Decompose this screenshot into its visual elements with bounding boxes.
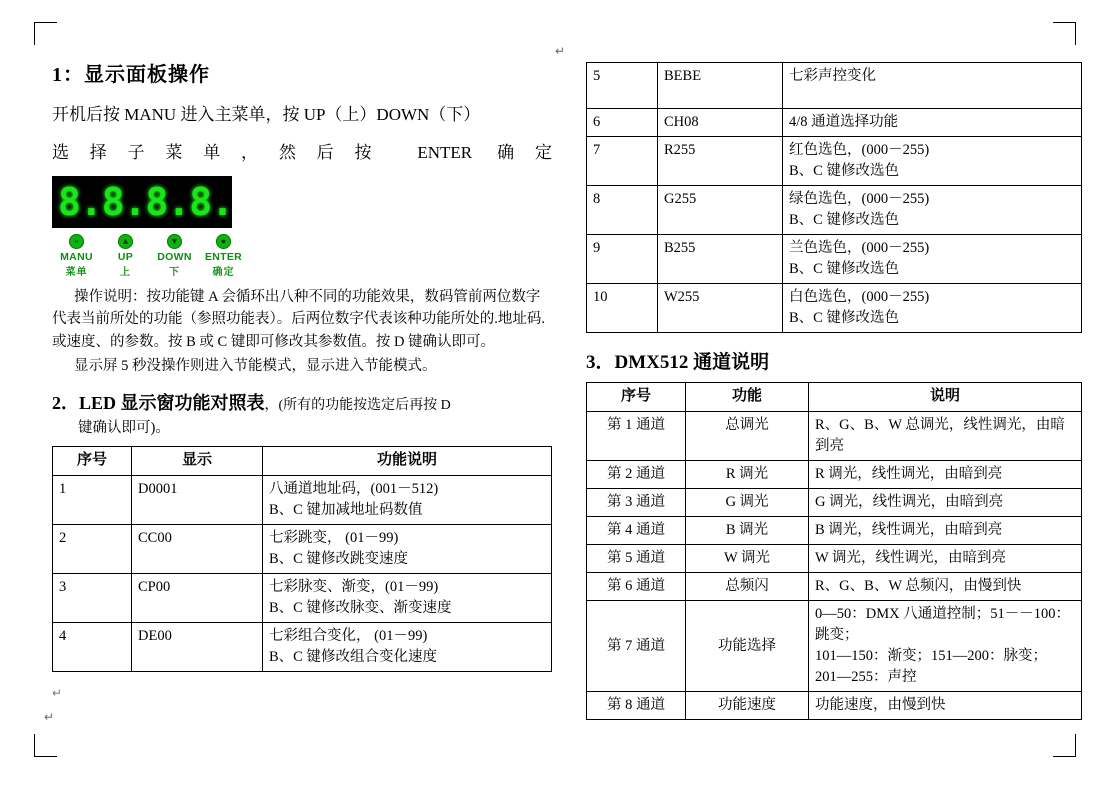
cell-no: 6: [587, 109, 658, 137]
enter-label-cn: 确定: [212, 266, 235, 278]
cell-desc-line: B、C 键修改组合变化速度: [269, 648, 437, 665]
section-1-paragraph-1: 开机后按 MANU 进入主菜单，按 UP（上）DOWN（下）: [52, 105, 481, 124]
cell-desc: W 调光，线性调光，由暗到亮: [809, 544, 1082, 572]
crop-mark-bottom-right: [1053, 734, 1076, 757]
cell-desc: [263, 622, 552, 671]
col-header-no: 序号: [587, 383, 686, 412]
table-row: [587, 137, 1082, 186]
cell-desc-line: 白色选色，(000－255): [789, 289, 930, 306]
section-1-note-1: 操作说明：按功能键 A 会循环出八种不同的功能效果，数码管前两位数字代表当前所处的功能（参照功能表）。后两位数字代表该种功能所处的.地址码.或速度、的参数。按 B 或 C 键即可修改其参数值。按 D 键确认即可。: [52, 288, 545, 350]
col-header-function: 功能: [686, 383, 809, 412]
table-row: [587, 460, 1082, 488]
cell-channel: 第 5 通道: [587, 544, 686, 572]
table-row: [587, 573, 1082, 601]
led-function-table-continued: [586, 62, 1082, 333]
cell-desc: [809, 601, 1082, 692]
cell-no: 10: [587, 284, 658, 333]
table-row: [587, 544, 1082, 572]
paragraph-mark: ↵: [52, 685, 63, 700]
section-2-heading: [52, 389, 552, 415]
cell-display: R255: [658, 137, 783, 186]
cell-display: CC00: [132, 524, 263, 573]
dmx512-channel-table: [586, 382, 1082, 720]
cell-display: G255: [658, 186, 783, 235]
manu-button-icon: [69, 234, 84, 249]
cell-function: B 调光: [686, 516, 809, 544]
panel-button-row: [52, 234, 248, 278]
cell-desc: R、G、B、W 总频闪，由慢到快: [809, 573, 1082, 601]
col-header-desc: 功能说明: [263, 446, 552, 475]
section-1-paragraph-2: 选择子菜单，然后按 ENTER 确定: [52, 143, 552, 163]
left-column: [52, 58, 552, 701]
cell-desc-line: B、C 键修改选色: [789, 310, 899, 327]
right-column: [586, 58, 1082, 720]
cell-desc: [783, 109, 1082, 137]
cell-desc: [783, 235, 1082, 284]
cell-desc-line: 七彩跳变， (01－99): [269, 529, 399, 546]
cell-desc-line: 201—255：声控: [815, 669, 917, 686]
cell-desc: [783, 63, 1082, 109]
cell-no: 7: [587, 137, 658, 186]
table-row: [587, 411, 1082, 460]
manu-glyph: »: [74, 235, 79, 246]
cell-no: 4: [53, 622, 132, 671]
led-digit-2: 8.: [101, 179, 146, 224]
cell-desc: R、G、B、W 总调光，线性调光，由暗到亮: [809, 411, 1082, 460]
cell-function: 功能速度: [686, 692, 809, 720]
cell-desc-line: 八通道地址码，(001－512): [269, 480, 439, 497]
col-header-display: 显示: [132, 446, 263, 475]
cell-desc-line: B、C 键修改选色: [789, 212, 899, 229]
cell-display: D0001: [132, 475, 263, 524]
table-row: [53, 622, 552, 671]
crop-mark-bottom-left: [34, 734, 57, 757]
cell-no: 1: [53, 475, 132, 524]
cell-channel: 第 3 通道: [587, 488, 686, 516]
section-1-note-2: 显示屏 5 秒没操作则进入节能模式，显示进入节能模式。: [74, 358, 437, 374]
cell-desc-line: 红色选色，(000－255): [789, 142, 930, 159]
cell-channel: 第 6 通道: [587, 573, 686, 601]
cell-display: CP00: [132, 573, 263, 622]
up-glyph: ▲: [121, 235, 130, 246]
table-row: [587, 186, 1082, 235]
cell-desc: R 调光，线性调光，由暗到亮: [809, 460, 1082, 488]
cell-no: 9: [587, 235, 658, 284]
cell-display: DE00: [132, 622, 263, 671]
cell-desc-line: 七彩脉变、渐变，(01－99): [269, 578, 439, 595]
cell-desc-line: B、C 键修改选色: [789, 163, 899, 180]
cell-function: W 调光: [686, 544, 809, 572]
cell-desc: [783, 284, 1082, 333]
table-row: [53, 573, 552, 622]
cell-no: 3: [53, 573, 132, 622]
up-button-icon: [118, 234, 133, 249]
cell-desc-line: 4/8 通道选择功能: [789, 114, 899, 131]
paragraph-mark: ↵: [555, 44, 566, 58]
panel-button-manu: [52, 234, 101, 278]
table-row: [587, 516, 1082, 544]
cell-desc: G 调光，线性调光，由暗到亮: [809, 488, 1082, 516]
cell-desc-line: 七彩声控变化: [789, 68, 876, 84]
cell-desc-line: 绿色选色，(000－255): [789, 191, 930, 208]
enter-glyph: ●: [220, 235, 227, 246]
table-row: [53, 524, 552, 573]
cell-no: 5: [587, 63, 658, 109]
up-label-cn: 上: [120, 266, 131, 278]
cell-channel: 第 2 通道: [587, 460, 686, 488]
paragraph-mark: ↵: [44, 710, 55, 724]
cell-desc-line: B、C 键修改脉变、渐变速度: [269, 599, 452, 616]
led-digit-3: 8.: [145, 179, 190, 224]
cell-display: BEBE: [658, 63, 783, 109]
manu-label-en: MANU: [60, 250, 93, 263]
section-1-heading: 1：显示面板操作: [52, 64, 210, 86]
col-header-no: 序号: [53, 446, 132, 475]
cell-display: CH08: [658, 109, 783, 137]
cell-desc: B 调光，线性调光，由暗到亮: [809, 516, 1082, 544]
manu-label-cn: 菜单: [65, 266, 88, 278]
cell-channel: 第 7 通道: [587, 601, 686, 692]
cell-function: 总调光: [686, 411, 809, 460]
cell-desc-line: 101—150：渐变；151—200：脉变；: [815, 648, 1047, 665]
cell-desc-line: [789, 87, 1075, 105]
down-label-cn: 下: [169, 266, 180, 278]
cell-display: B255: [658, 235, 783, 284]
down-glyph: ▼: [170, 235, 179, 246]
cell-function: G 调光: [686, 488, 809, 516]
cell-desc-line: 0—50：DMX 八通道控制；51－－100：跳变；: [815, 606, 1070, 644]
cell-desc: [263, 524, 552, 573]
panel-button-enter: [199, 234, 248, 278]
table-row: [587, 63, 1082, 109]
led-digit-1: 8.: [58, 179, 102, 224]
table-row: [587, 488, 1082, 516]
cell-desc: [263, 475, 552, 524]
table-row: [587, 284, 1082, 333]
enter-label-en: ENTER: [204, 250, 243, 263]
table-row: [53, 475, 552, 524]
down-label-en: DOWN: [157, 250, 192, 263]
cell-desc: [263, 573, 552, 622]
cell-no: 8: [587, 186, 658, 235]
crop-mark-top-right: [1053, 22, 1076, 45]
led-function-table: [52, 446, 552, 672]
table-row: [587, 601, 1082, 692]
cell-desc: [783, 186, 1082, 235]
cell-no: 2: [53, 524, 132, 573]
crop-mark-top-left: [34, 22, 57, 45]
cell-desc: [783, 137, 1082, 186]
section-2-heading-tail: ，(所有的功能按选定后再按 D: [264, 398, 451, 414]
col-header-desc: 说明: [809, 383, 1082, 412]
cell-function: 功能选择: [686, 601, 809, 692]
cell-desc-line: 兰色选色，(000－255): [789, 240, 930, 257]
cell-channel: 第 4 通道: [587, 516, 686, 544]
enter-button-icon: [216, 234, 231, 249]
cell-channel: 第 8 通道: [587, 692, 686, 720]
panel-button-up: [101, 234, 150, 278]
cell-desc-line: B、C 键修改选色: [789, 261, 899, 278]
cell-function: R 调光: [686, 460, 809, 488]
led-display-figure: [52, 176, 552, 278]
cell-function: 总频闪: [686, 573, 809, 601]
cell-desc-line: B、C 键加减地址码数值: [269, 501, 423, 518]
cell-desc-line: B、C 键修改跳变速度: [269, 550, 408, 567]
cell-desc-line: 七彩组合变化， (01－99): [269, 627, 428, 644]
section-2-heading-main: 2．LED 显示窗功能对照表: [52, 393, 265, 414]
table-header-row: [587, 383, 1082, 412]
led-display-panel: [52, 176, 232, 228]
up-label-en: UP: [117, 250, 134, 263]
cell-desc: 功能速度，由慢到快: [809, 692, 1082, 720]
section-3-heading: 3．DMX512 通道说明: [586, 352, 770, 374]
section-2-heading-tail2: 键确认即可)。: [78, 420, 170, 437]
led-digit-4: 8.: [189, 179, 234, 224]
panel-button-down: [150, 234, 199, 278]
table-header-row: [53, 446, 552, 475]
down-button-icon: [167, 234, 182, 249]
table-row: [587, 235, 1082, 284]
table-row: [587, 692, 1082, 720]
cell-display: W255: [658, 284, 783, 333]
table-row: [587, 109, 1082, 137]
cell-channel: 第 1 通道: [587, 411, 686, 460]
